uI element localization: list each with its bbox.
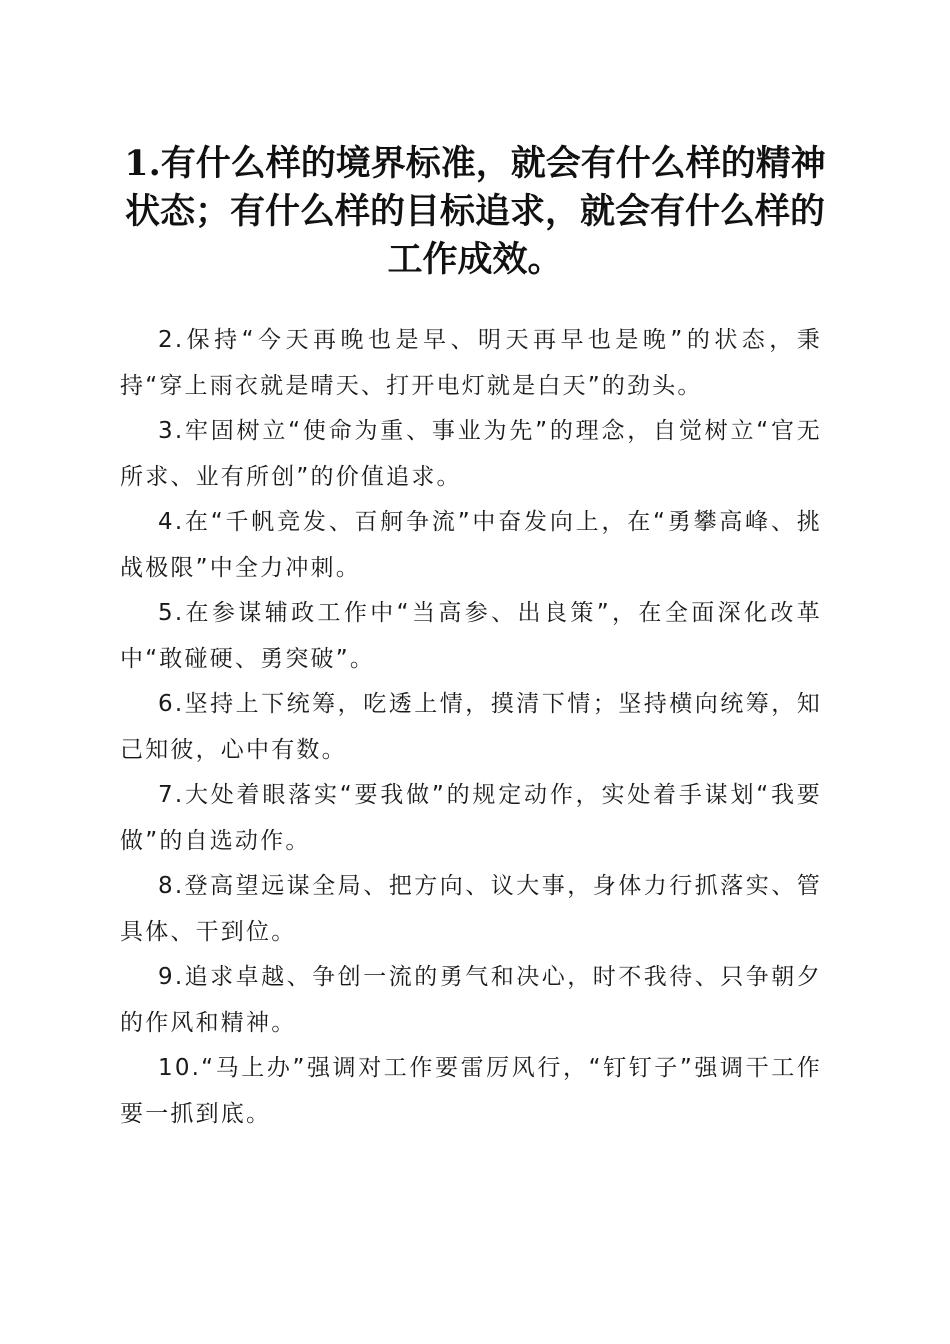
document-body — [120, 318, 822, 1137]
paragraph-4: 4.在“千帆竞发、百舸争流”中奋发向上，在“勇攀高峰、挑战极限”中全力冲刺。 — [120, 509, 822, 581]
paragraph-6: 6.坚持上下统筹，吃透上情，摸清下情；坚持横向统筹，知己知彼，心中有数。 — [120, 691, 822, 763]
paragraph-9: 9.追求卓越、争创一流的勇气和决心，时不我待、只争朝夕的作风和精神。 — [120, 964, 822, 1036]
paragraph-3: 3.牢固树立“使命为重、事业为先”的理念，自觉树立“官无所求、业有所创”的价值追求。 — [120, 418, 822, 490]
paragraph-2: 2.保持“今天再晚也是早、明天再早也是晚”的状态，秉持“穿上雨衣就是晴天、打开电灯就是白天”的劲头。 — [120, 327, 822, 399]
paragraph-10: 10.“马上办”强调对工作要雷厉风行，“钉钉子”强调干工作要一抓到底。 — [120, 1055, 822, 1127]
paragraph-8: 8.登高望远谋全局、把方向、议大事，身体力行抓落实、管具体、干到位。 — [120, 873, 822, 945]
paragraph-5: 5.在参谋辅政工作中“当高参、出良策”，在全面深化改革中“敢碰硬、勇突破”。 — [120, 600, 822, 672]
paragraph-7: 7.大处着眼落实“要我做”的规定动作，实处着手谋划“我要做”的自选动作。 — [120, 782, 822, 854]
document-title: 1.有什么样的境界标准，就会有什么样的精神状态；有什么样的目标追求，就会有什么样的工作成效。 — [124, 143, 826, 280]
